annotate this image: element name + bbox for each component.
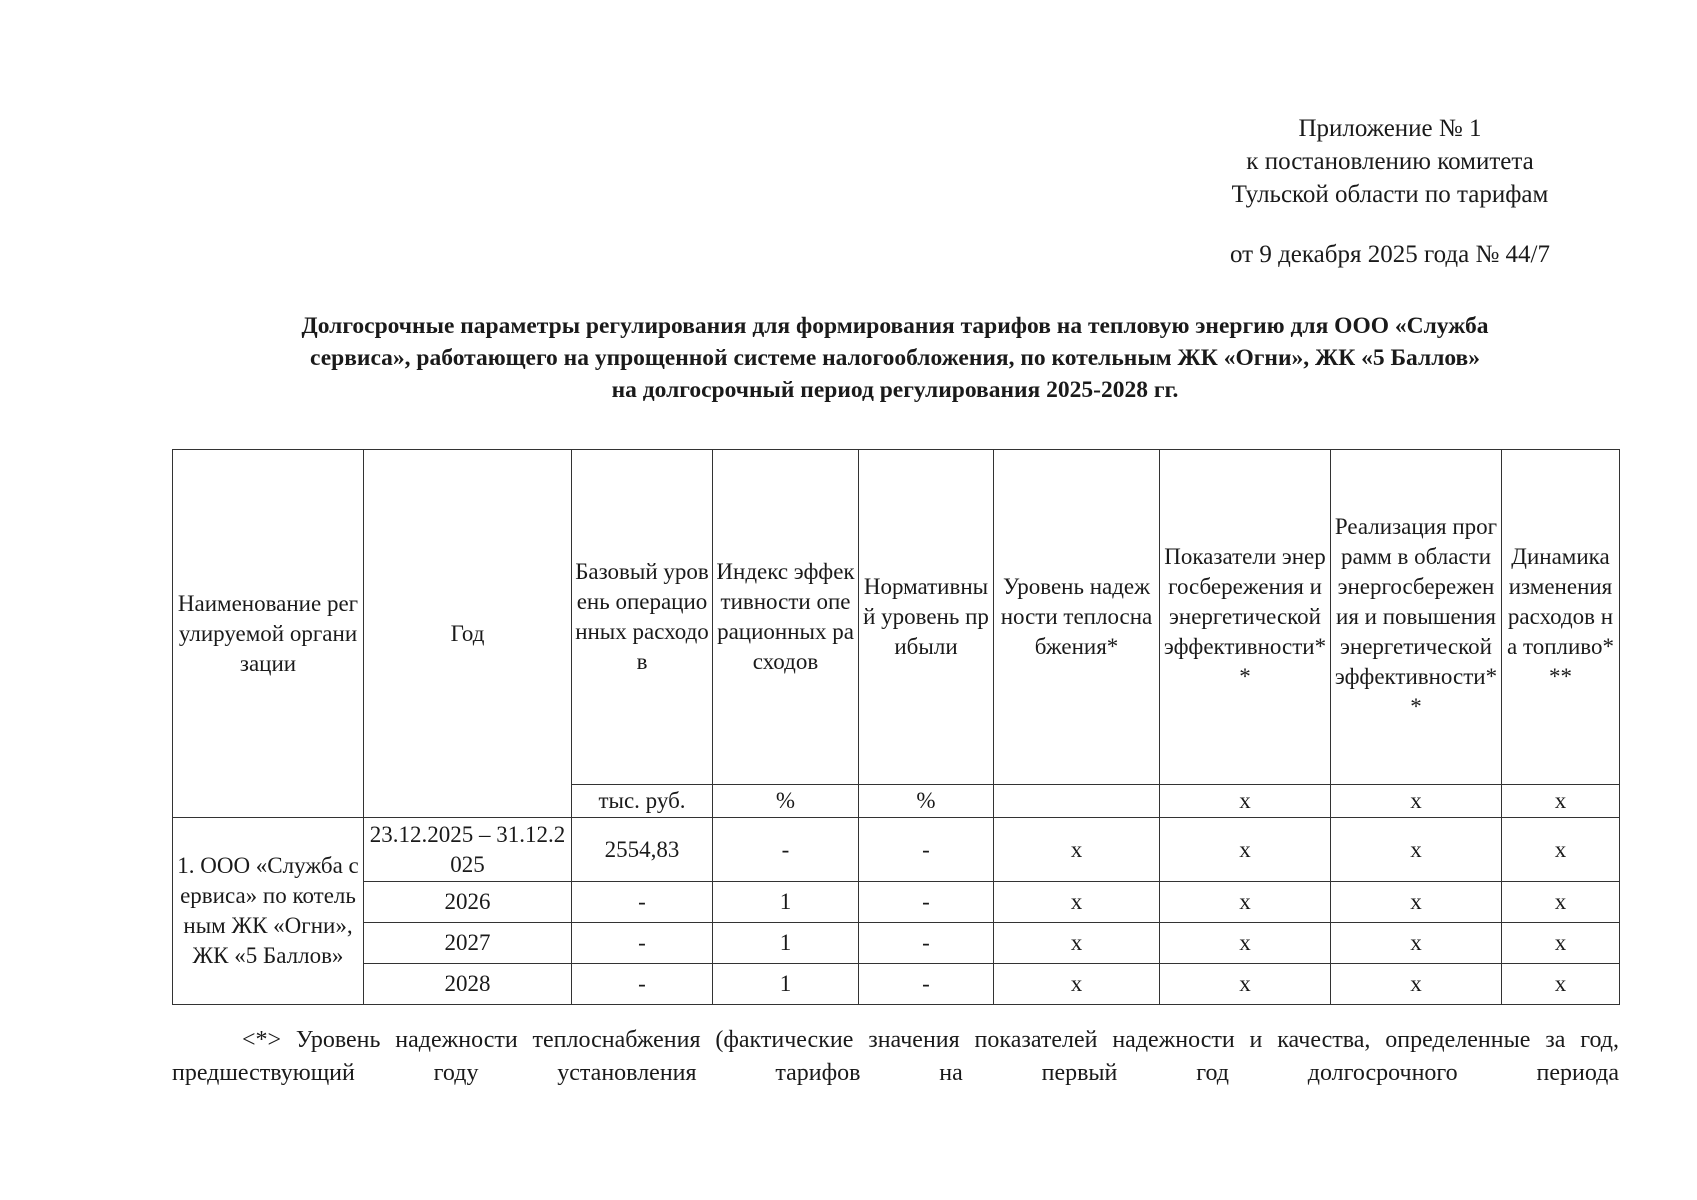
header-profit-level: Нормативный уровень прибыли [859,450,994,785]
programs-cell: x [1331,964,1502,1005]
header-organization: Наименование регулируемой организации [173,450,364,818]
table-row [173,923,1620,964]
header-energy-saving: Показатели энергосбережения и энергетической эффективности** [1160,450,1331,785]
programs-cell: x [1331,923,1502,964]
appendix-block [1160,112,1620,271]
appendix-date: от 9 декабря 2025 года № 44/7 [1229,241,1551,268]
reliability-cell: x [994,923,1160,964]
header-efficiency-index: Индекс эффективности операционных расходов [713,450,859,785]
parameters-table [172,449,1620,1005]
unit-energy-saving: x [1160,785,1331,818]
profit-level-cell: - [859,818,994,882]
footnote-text: <*> Уровень надежности теплоснабжения (фактические значения показателей надежности и качества, определенные за год, предшествующий году установления тарифов на первый год долгосрочного периода [172,1027,1619,1086]
unit-fuel-dynamics: x [1502,785,1620,818]
profit-level-cell: - [859,964,994,1005]
appendix-title: Приложение № 1 [1298,115,1482,142]
appendix-resolution: к постановлению комитета [1246,148,1534,175]
unit-efficiency-index: % [713,785,859,818]
year-cell: 2026 [364,882,572,923]
appendix-committee: Тульской области по тарифам [1231,181,1549,208]
year-cell: 2028 [364,964,572,1005]
header-programs: Реализация программ в области энергосбережения и повышения энергетической эффективности** [1331,450,1502,785]
energy-saving-cell: x [1160,818,1331,882]
header-base-opex: Базовый уровень операционных расходов [572,450,713,785]
unit-reliability [994,785,1160,818]
title-line-2: сервиса», работающего на упрощенной системе налогообложения, по котельным ЖК «Огни», ЖК «5 Баллов» [310,345,1480,371]
base-opex-cell: - [572,964,713,1005]
title-line-1: Долгосрочные параметры регулирования для формирования тарифов на тепловую энергию для ООО «Служба [301,313,1489,339]
reliability-cell: x [994,818,1160,882]
efficiency-index-cell: 1 [713,923,859,964]
efficiency-index-cell: - [713,818,859,882]
programs-cell: x [1331,882,1502,923]
base-opex-cell: - [572,923,713,964]
efficiency-index-cell: 1 [713,964,859,1005]
energy-saving-cell: x [1160,964,1331,1005]
energy-saving-cell: x [1160,923,1331,964]
fuel-dynamics-cell: x [1502,818,1620,882]
header-reliability: Уровень надежности теплоснабжения* [994,450,1160,785]
fuel-dynamics-cell: x [1502,882,1620,923]
table-row [173,964,1620,1005]
header-year: Год [364,450,572,818]
unit-profit-level: % [859,785,994,818]
efficiency-index-cell: 1 [713,882,859,923]
header-fuel-dynamics: Динамика изменения расходов на топливо*** [1502,450,1620,785]
table-header-row [173,450,1620,785]
year-cell: 2027 [364,923,572,964]
fuel-dynamics-cell: x [1502,923,1620,964]
title-line-3: на долгосрочный период регулирования 2025-2028 гг. [611,377,1179,403]
organization-name: 1. ООО «Служба сервиса» по котельным ЖК «Огни», ЖК «5 Баллов» [173,818,364,1005]
profit-level-cell: - [859,882,994,923]
base-opex-cell: 2554,83 [572,818,713,882]
table-row [173,882,1620,923]
base-opex-cell: - [572,882,713,923]
reliability-cell: x [994,882,1160,923]
table-row [173,818,1620,882]
unit-programs: x [1331,785,1502,818]
programs-cell: x [1331,818,1502,882]
profit-level-cell: - [859,923,994,964]
fuel-dynamics-cell: x [1502,964,1620,1005]
year-cell: 23.12.2025 – 31.12.2025 [364,818,572,882]
unit-base-opex: тыс. руб. [572,785,713,818]
reliability-cell: x [994,964,1160,1005]
energy-saving-cell: x [1160,882,1331,923]
document-title [150,310,1640,406]
